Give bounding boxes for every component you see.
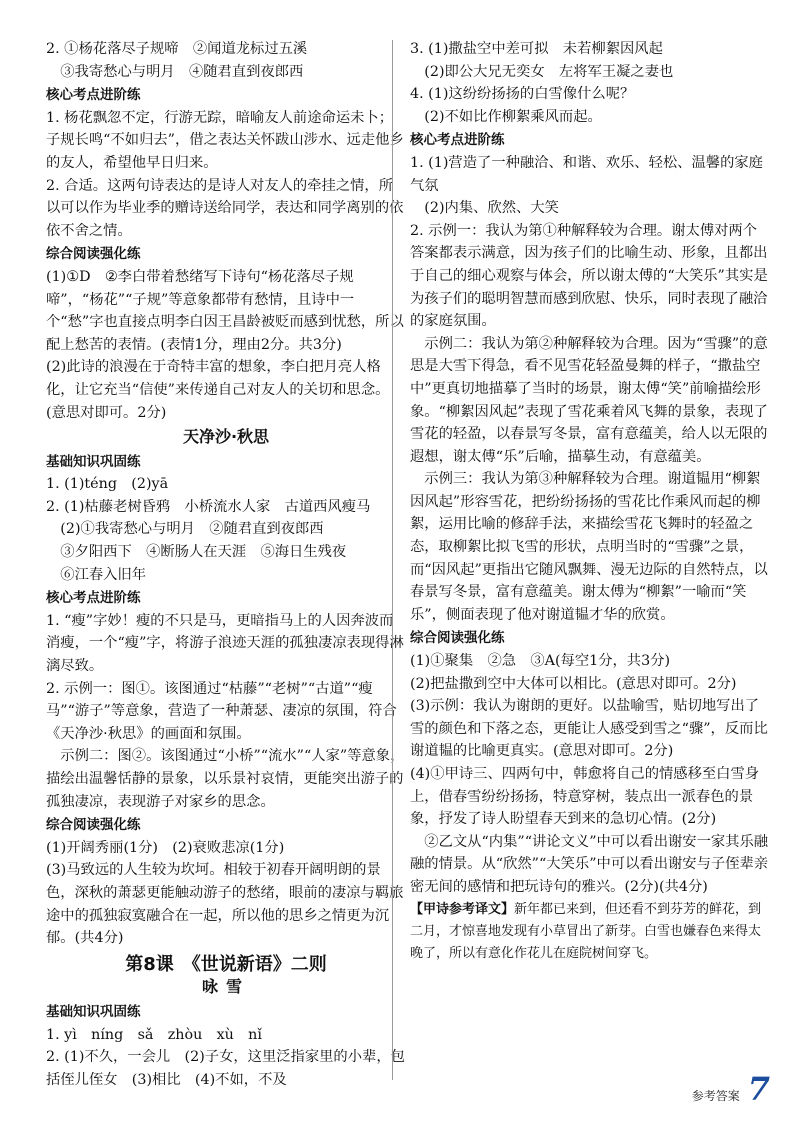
answer-line: 2. (1)不久，一会儿 (2)子女，这里泛指家里的小辈，包括侄儿侄女 (3)相比 (4)不如，不及 [46,1049,405,1088]
answer-line: (1)开阔秀丽(1分) (2)衰败悲凉(1分) [46,839,285,856]
translation-note [410,899,770,965]
answer-line: (2)不如比作柳絮乘风而起。 [410,108,602,125]
answer-line: 1. (1)téng (2)yā [46,476,169,493]
answer-line: (2)①我寄愁心与明月 ②随君直到夜郎西 [46,521,324,538]
answer-line: 4. (1)这纷纷扬扬的白雪像什么呢？ [410,86,635,103]
section-heading: 核心考点进阶练 [410,132,505,149]
footer-label: 参考答案 [691,1089,740,1103]
answer-line: 3. (1)撒盐空中差可拟 未若柳絮因风起 [410,41,663,57]
answer-line: 2. 示例一：我认为第①种解释较为合理。谢太傅对两个答案都表示满意，因为孩子们的比喻生动、形象，且都出于自己的细心观察与体会，所以谢太傅的“大笑乐”其实是为孩子们的聪明智慧而感到欣慰、快乐，同时表现了融洽的家庭氛围。 [410,222,768,330]
answer-line: ③我寄愁心与明月 ④随君直到夜郎西 [46,63,304,80]
answer-line: (2)内集、欣然、大笑 [410,200,559,217]
answer-line: 2. 示例一：图①。该图通过“枯藤”“老树”“古道”“瘦马”“游子”等意象，营造了一种萧瑟、凄凉的氛围，符合《天净沙·秋思》的画面和氛围。 [46,680,397,742]
page-number: 7 [747,1070,770,1108]
translation-text: 新年都已来到，但还看不到芬芳的鲜花，到二月，才惊喜地发现有小草冒出了新芽。白雪也嫌春色来得太晚了，所以有意化作花儿在庭院树间穿飞。 [410,901,762,961]
answer-line: 1. yì níng sǎ zhòu xù nǐ [46,1026,262,1043]
answer-line: 1. “瘦”字妙！瘦的不只是马，更暗指马上的人因奔波而消瘦，一个“瘦”字，将游子浪迹天涯的孤独凄凉表现得淋漓尽致。 [46,612,404,675]
column-divider [392,40,393,1080]
answer-line: 2. ①杨花落尽子规啼 ②闻道龙标过五溪 [46,41,308,57]
section-heading: 综合阅读强化练 [410,630,505,647]
section-heading: 综合阅读强化练 [46,246,141,263]
answer-line: (1)①聚集 ②急 ③A(每空1分，共3分) [410,653,671,670]
answer-line: (2)把盐撒到空中大体可以相比。(意思对即可。2分) [410,675,737,692]
text-title: 咏雪 [201,977,250,997]
answer-line: (2)此诗的浪漫在于奇特丰富的想象，李白把月亮人格化，让它充当“信使”来传递自己对友人的关切和思念。(意思对即可。2分) [46,359,390,421]
answer-line: (3)示例：我认为谢朗的更好。以盐喻雪，贴切地写出了雪的颜色和下落之态，更能让人感受到雪之“骤”，反而比谢道韫的比喻更真实。(意思对即可。2分) [410,698,768,760]
answer-line: 示例三：我认为第③种解释较为合理。谢道韫用“柳絮因风起”形容雪花，把纷纷扬扬的雪花比作乘风而起的柳絮，运用比喻的修辞手法，来描绘雪花飞舞时的轻盈之态，取柳絮比拟飞雪的形状，点明当时的“雪骤”之景，而“因风起”更指出它随风飘舞、漫无边际的自然特点，以春景写冬景，富有意蕴美。谢太傅为“柳絮”一喻而“笑乐”，侧面表现了他对谢道韫才华的欣赏。 [410,471,768,623]
answer-line: 示例二：我认为第②种解释较为合理。因为“雪骤”的意思是大雪下得急，看不见雪花轻盈曼舞的样子，“撒盐空中”更真切地描摹了当时的场景，谢太傅“笑”前喻描绘形象。“柳絮因风起”表现了雪花乘着风飞舞的景象，表现了雪花的轻盈，以春景写冬景，富有意蕴美，给人以无限的遐想，谢太傅“乐”后喻，描摹生动，有意蕴美。 [410,335,768,465]
answer-line: ②乙文从“内集”“讲论文义”中可以看出谢安一家其乐融融的情景。从“欣然”“大笑乐”中可以看出谢安与子侄辈亲密无间的感情和把玩诗句的雅兴。(2分)(共4分) [410,833,769,895]
section-heading: 基础知识巩固练 [46,1003,141,1020]
answer-line: ⑥江春入旧年 [46,566,147,583]
section-heading: 核心考点进阶练 [46,590,141,607]
left-column [46,38,406,1091]
answer-line: (3)马致远的人生较为坎坷。相较于初春开阔明朗的景色，深秋的萧瑟更能触动游子的愁绪，眼前的凄凉与羁旅途中的孤独寂寞融合在一起，所以他的思乡之情更为沉郁。(共4分) [46,862,404,947]
answer-line: 2. 合适。这两句诗表达的是诗人对友人的牵挂之情，所以可以作为毕业季的赠诗送给同学，表达和同学离别的依依不舍之情。 [46,177,404,239]
answer-line: 2. (1)枯藤老树昏鸦 小桥流水人家 古道西风瘦马 [46,498,371,515]
answer-line: (2)即公大兄无奕女 左将军王凝之妻也 [410,63,674,80]
answer-line: (1)①D ②李白带着愁绪写下诗句“杨花落尽子规啼”，“杨花”“子规”等意象都带有愁情，且诗中一个“愁”字也直接点明李白因王昌龄被贬而感到忧愁，所以配上愁苦的表情。(表情1分，理由2分。共3分) [46,268,404,353]
answer-line: 示例二：图②。该图通过“小桥”“流水”“人家”等意象，描绘出温馨恬静的景象，以乐景衬哀情，更能突出游子的孤独凄凉，表现游子对家乡的思念。 [46,748,405,810]
answer-line: (4)①甲诗三、四两句中，韩愈将自己的情感移至白雪身上，借春雪纷纷扬扬，特意穿树，装点出一派春色的景象，抒发了诗人盼望春天到来的急切心情。(2分) [410,766,760,828]
section-heading: 核心考点进阶练 [46,87,141,104]
page-footer [691,1070,770,1108]
translation-tag: 【甲诗参考译文】 [410,901,515,917]
answer-line: 1. 杨花飘忽不定，行游无踪，暗喻友人前途命运未卜；子规长鸣“不如归去”，借之表达关怀跋山涉水、远走他乡的友人，希望他早日归来。 [46,109,404,171]
right-column [410,38,770,965]
section-heading: 基础知识巩固练 [46,453,141,470]
section-heading: 综合阅读强化练 [46,817,141,834]
lesson-title: 第8课 《世说新语》二则 [125,953,327,975]
answer-line: 1. (1)营造了一种融洽、和谐、欢乐、轻松、温馨的家庭气氛 [410,154,763,194]
poem-title: 天净沙·秋思 [182,427,270,447]
answer-line: ③夕阳西下 ④断肠人在天涯 ⑤海日生残夜 [46,544,347,561]
